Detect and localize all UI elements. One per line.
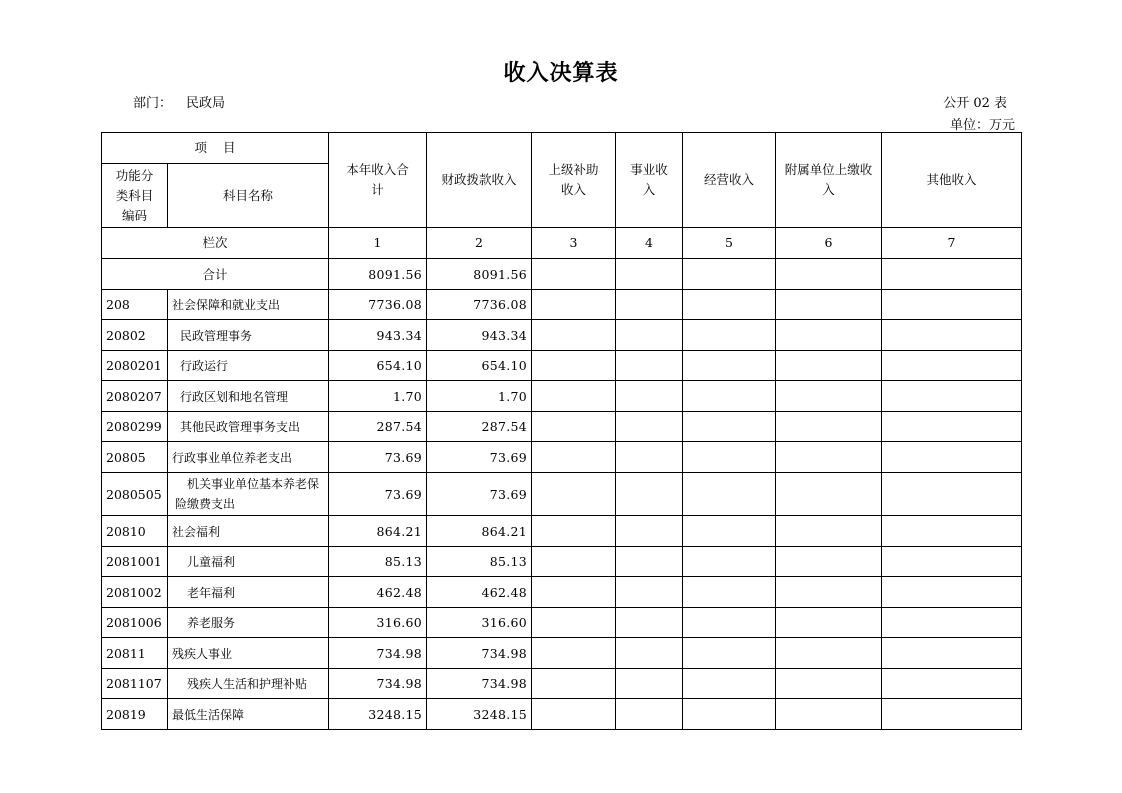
table-row [102,608,1022,638]
subject-name: 残疾人事业 [168,638,329,669]
total-income-value: 287.54 [329,412,427,442]
department-label: 部门： [133,96,173,111]
header-subject-name: 科目名称 [168,164,329,228]
subject-name: 社会福利 [168,516,329,547]
subject-name: 残疾人生活和护理补贴 [168,669,329,699]
total-label: 合计 [102,259,329,290]
subject-name: 民政管理事务 [168,320,329,351]
fiscal-value: 734.98 [427,638,532,669]
subject-name: 行政运行 [168,351,329,381]
fiscal-value: 943.34 [427,320,532,351]
total-fiscal-value: 8091.56 [427,259,532,290]
function-code: 2080207 [102,381,168,412]
department-value: 民政局 [186,96,226,111]
department-line [133,92,225,111]
header-other-income: 其他收入 [882,133,1022,228]
header-total-income: 本年收入合计 [329,133,427,228]
fiscal-value: 85.13 [427,547,532,577]
function-code: 2081001 [102,547,168,577]
fiscal-value: 734.98 [427,669,532,699]
header-operating-income: 经营收入 [683,133,776,228]
table-row [102,320,1022,351]
fiscal-value: 73.69 [427,473,532,516]
table-header [102,133,1022,259]
total-income-value: 943.34 [329,320,427,351]
fiscal-value: 864.21 [427,516,532,547]
total-income-value: 7736.08 [329,290,427,320]
table-row [102,442,1022,473]
fiscal-value: 3248.15 [427,699,532,730]
total-row [102,259,1022,290]
total-income-value: 316.60 [329,608,427,638]
header-superior-subsidy: 上级补助收入 [532,133,616,228]
column-number-label: 栏次 [102,228,329,259]
subject-name: 社会保障和就业支出 [168,290,329,320]
function-code: 2081002 [102,577,168,608]
fiscal-value: 287.54 [427,412,532,442]
header-function-code: 功能分类科目编码 [102,164,168,228]
subject-name: 养老服务 [168,608,329,638]
subject-name: 老年福利 [168,577,329,608]
unit-label: 单位：万元 [949,118,1015,133]
income-final-accounts-table [101,132,1022,730]
total-income-value: 8091.56 [329,259,427,290]
column-number: 6 [776,228,882,259]
table-row [102,473,1022,516]
column-number: 5 [683,228,776,259]
total-income-value: 734.98 [329,669,427,699]
fiscal-value: 462.48 [427,577,532,608]
header-fiscal-appropriation: 财政拨款收入 [427,133,532,228]
header-affiliated-income: 附属单位上缴收入 [776,133,882,228]
function-code: 20819 [102,699,168,730]
function-code: 2080201 [102,351,168,381]
function-code: 2080299 [102,412,168,442]
table-row [102,351,1022,381]
total-income-value: 654.10 [329,351,427,381]
table-row [102,516,1022,547]
subject-name: 行政区划和地名管理 [168,381,329,412]
total-income-value: 73.69 [329,473,427,516]
function-code: 20810 [102,516,168,547]
total-income-value: 1.70 [329,381,427,412]
function-code: 2080505 [102,473,168,516]
fiscal-value: 1.70 [427,381,532,412]
function-code: 20811 [102,638,168,669]
column-number: 1 [329,228,427,259]
table-row [102,638,1022,669]
column-number: 7 [882,228,1022,259]
total-income-value: 462.48 [329,577,427,608]
function-code: 2081006 [102,608,168,638]
table-row [102,577,1022,608]
subject-name: 机关事业单位基本养老保险缴费支出 [168,473,329,516]
subject-name: 行政事业单位养老支出 [168,442,329,473]
column-number: 3 [532,228,616,259]
table-row [102,699,1022,730]
function-code: 20805 [102,442,168,473]
total-income-value: 73.69 [329,442,427,473]
table-row [102,381,1022,412]
subject-name: 儿童福利 [168,547,329,577]
fiscal-value: 73.69 [427,442,532,473]
table-row [102,290,1022,320]
page-title: 收入决算表 [503,61,619,86]
table-row [102,547,1022,577]
total-income-value: 864.21 [329,516,427,547]
total-income-value: 734.98 [329,638,427,669]
column-number: 2 [427,228,532,259]
function-code: 208 [102,290,168,320]
form-number: 公开 02 表 [943,96,1007,111]
table-body [102,259,1022,730]
column-number: 4 [616,228,683,259]
table-row [102,669,1022,699]
fiscal-value: 316.60 [427,608,532,638]
total-income-value: 3248.15 [329,699,427,730]
fiscal-value: 7736.08 [427,290,532,320]
fiscal-value: 654.10 [427,351,532,381]
header-business-income: 事业收入 [616,133,683,228]
total-income-value: 85.13 [329,547,427,577]
header-item: 项 目 [102,133,329,164]
subject-name: 最低生活保障 [168,699,329,730]
table-row [102,412,1022,442]
subject-name: 其他民政管理事务支出 [168,412,329,442]
function-code: 2081107 [102,669,168,699]
function-code: 20802 [102,320,168,351]
